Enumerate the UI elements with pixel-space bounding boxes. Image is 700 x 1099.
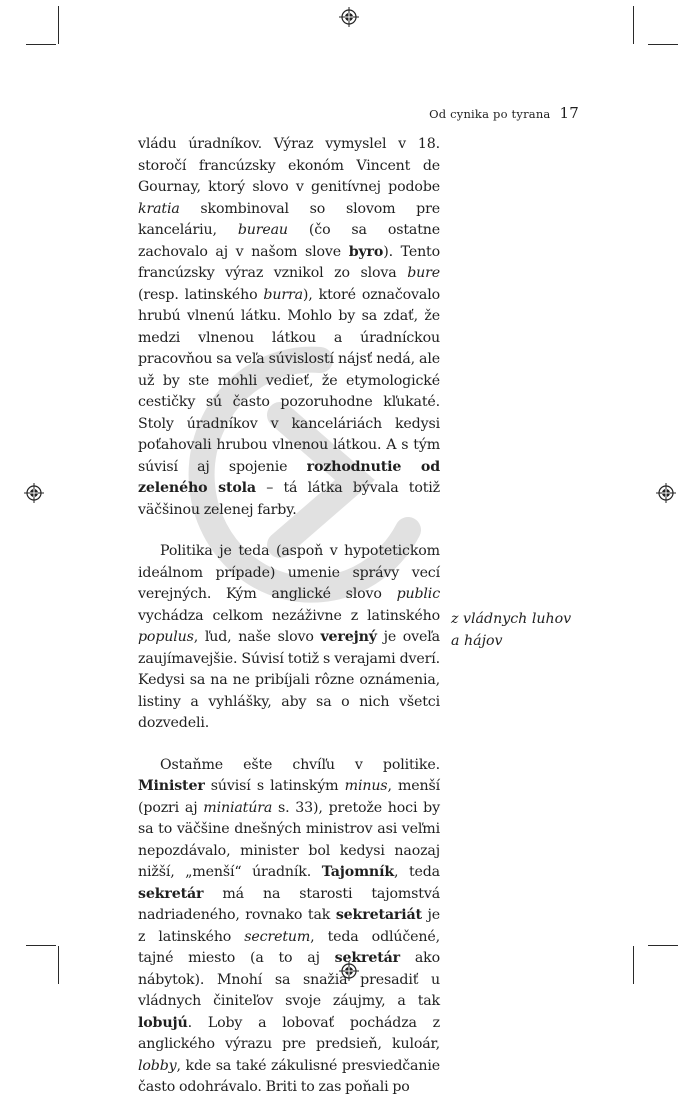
- registration-mark-icon: [656, 483, 676, 503]
- text-run: , teda odlúčené, tajné miesto (a to aj: [138, 928, 441, 966]
- crop-mark: [648, 945, 678, 946]
- italic-term: populus: [138, 629, 194, 645]
- italic-term: public: [396, 586, 440, 602]
- italic-term: lobby: [138, 1057, 177, 1074]
- text-run: . Loby a lobovať pochádza z anglického výrazu pre predsieň, kuloár,: [138, 1014, 440, 1052]
- italic-term: secretum: [244, 928, 311, 945]
- italic-term: kratia: [138, 200, 180, 217]
- text-run: Politika je teda (aspoň v hypotetickom ideálnom prípade) umenie správy vecí verejných. Kým anglické slovo: [138, 543, 440, 602]
- bold-term: lobujú: [138, 1014, 188, 1031]
- crop-mark: [26, 945, 56, 946]
- paragraph: [138, 755, 440, 1099]
- bold-term: verejný: [320, 629, 377, 645]
- text-run: vládu úradníkov. Výraz vymyslel v 18. storočí francúzsky ekonóm Vincent de Gournay, ktorý slovo v genitívnej podobe: [138, 136, 440, 195]
- crop-mark: [633, 6, 634, 44]
- text-run: (čo sa ostatne zachovalo aj v našom slove: [138, 222, 440, 260]
- text-run: vychádza celkom nezáživne z latinského: [138, 607, 440, 624]
- margin-note-line: a hájov: [451, 632, 503, 649]
- bold-term: Minister: [138, 778, 205, 794]
- text-run: súvisí s latinským: [204, 778, 345, 794]
- italic-term: bureau: [237, 222, 288, 238]
- text-run: s. 33), pretože hoci by sa to väčšine dnešných ministrov asi veľmi nepozdávalo, minister bol kedysi naozaj nižší, „menší“ úradník.: [138, 799, 440, 880]
- body-text: [138, 134, 440, 1099]
- text-run: ), ktoré označovalo hrubú vlnenú látku. Mohlo by sa zdať, že medzi vlnenou látkou a úradníckou pracovňou sa veľa súvislostí nájsť nedá, ale už by ste mohli vedieť, že etymologické cestičky sú často pozoruhodne kľukaté. Stoly úradníkov v kanceláriách kedysi poťahovali hrubou vlnenou látkou. A s tým súvisí aj spojenie: [138, 286, 440, 475]
- text-run: , kde sa také zákulisné presviedčanie často odohrávalo. Briti to zas poňali po: [138, 1057, 440, 1095]
- italic-term: miniatúra: [203, 799, 273, 816]
- bold-term: rozhodnutie od zeleného stola: [138, 458, 440, 496]
- text-run: má na starosti tajomstvá nadriadeného, rovnako tak: [138, 885, 440, 923]
- bold-term: Tajomník: [321, 864, 395, 880]
- text-run: Ostaňme ešte chvíľu v politike.: [160, 756, 440, 773]
- text-run: , menší (pozri aj: [138, 778, 440, 816]
- bold-term: byro: [348, 243, 384, 260]
- margin-note-line: z vládnych luhov: [451, 611, 572, 627]
- italic-term: minus: [344, 778, 388, 794]
- crop-mark: [633, 946, 634, 984]
- bold-term: sekretár: [334, 950, 401, 966]
- text-run: , ľud, naše slovo: [193, 629, 321, 645]
- italic-term: bure: [407, 265, 440, 281]
- paragraph: [138, 541, 440, 735]
- running-header: [429, 104, 579, 122]
- italic-term: burra: [263, 286, 303, 303]
- crop-mark: [26, 44, 56, 45]
- registration-mark-icon: [339, 7, 359, 27]
- bold-term: sekretariát: [335, 907, 422, 923]
- running-header-title: Od cynika po tyrana: [429, 107, 551, 121]
- text-run: skombinoval so slovom pre kanceláriu,: [138, 200, 440, 238]
- text-run: je z latinského: [138, 907, 440, 945]
- text-run: , teda: [394, 864, 440, 880]
- registration-mark-icon: [24, 483, 44, 503]
- paragraph: [138, 134, 440, 521]
- text-run: ). Tento francúzsky výraz vznikol zo slova: [138, 243, 441, 281]
- text-run: – tá látka bývala totiž väčšinou zelenej farby.: [138, 480, 441, 518]
- crop-mark: [58, 946, 59, 984]
- page-number: 17: [559, 104, 579, 122]
- margin-note: [451, 609, 591, 652]
- text-run: je oveľa zaujímavejšie. Súvisí totiž s verajami dverí. Kedysi sa na ne pribíjali rôzne oznámenia, listiny a vyhlášky, aby sa o nich všetci dozvedeli.: [138, 629, 440, 731]
- text-run: ako nábytok). Mnohí sa snažia presadiť u vládnych činiteľov svoje záujmy, a tak: [138, 950, 440, 1009]
- bold-term: sekretár: [138, 885, 204, 902]
- crop-mark: [58, 6, 59, 44]
- crop-mark: [648, 44, 678, 45]
- text-run: (resp. latinského: [138, 286, 264, 303]
